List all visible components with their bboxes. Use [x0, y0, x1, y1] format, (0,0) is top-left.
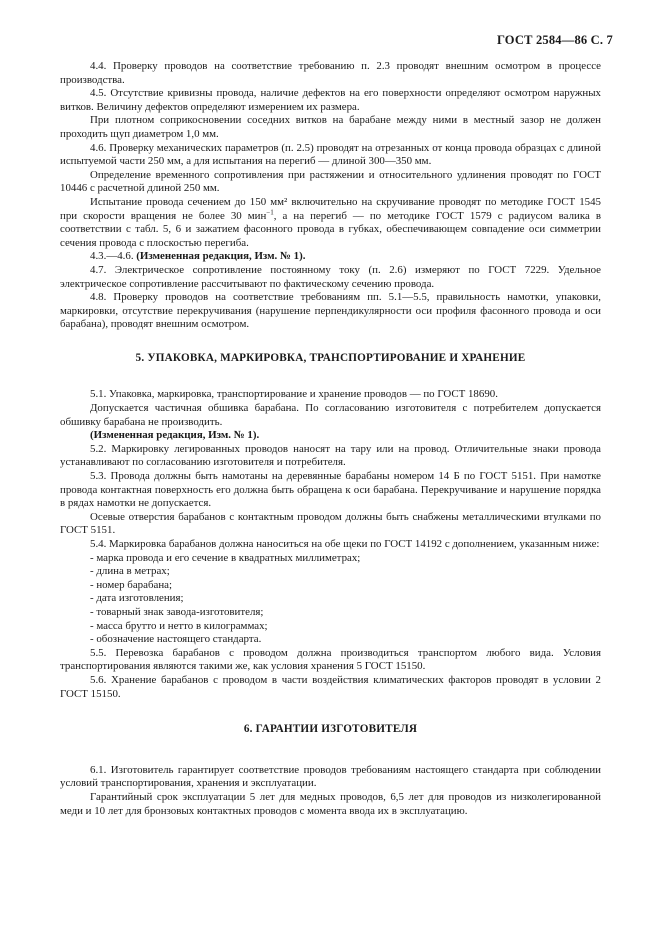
section-6-heading: 6. ГАРАНТИИ ИЗГОТОВИТЕЛЯ [243, 723, 418, 736]
list-item: - обозначение настоящего стандарта. [90, 633, 262, 646]
amendment-note-5 [60, 429, 601, 443]
amendment-label: (Измененная редакция, Изм. № 1). [90, 429, 260, 442]
paragraph-5-3-bushings: Осевые отверстия барабанов с контактным проводом должны быть снабжены металлическими втулками по ГОСТ 5151. [60, 510, 601, 537]
amendment-note-4 [60, 250, 601, 264]
paragraph-5-3: 5.3. Провода должны быть намотаны на деревянные барабаны номером 14 Б по ГОСТ 5151. При намотке провода контактная поверхность его должна быть обращена к оси барабана. Перекручивание и нарушение порядка в рядах намотки не допускается. [60, 470, 601, 510]
page-header: ГОСТ 2584—86 С. 7 [496, 33, 613, 47]
paragraph-6-1-warranty: Гарантийный срок эксплуатации 5 лет для медных проводов, 6,5 лет для проводов из низколегированной меди и 10 лет для бронзовых контактных проводов с момента ввода их в эксплуатацию. [60, 790, 601, 817]
paragraph-5-5: 5.5. Перевозка барабанов с проводом должна производиться транспортом любого вида. Условия транспортирования являются такими же, как условия хранения 5 ГОСТ 15150. [60, 646, 601, 673]
twist-text-end: , а на перегиб — по методике ГОСТ 1579 с радиусом валика в соответствии с табл. 5, 6 и зажатием фасонного провода в губках, обеспечивающем совпадение оси симметрии сечения провода с плоскостью перегиба. [60, 209, 601, 249]
amendment-label: (Измененная редакция, Изм. № 1). [136, 250, 306, 263]
paragraph-4-6: 4.6. Проверку механических параметров (п. 2.5) проводят на отрезанных от конца провода образцах с длиной испытуемой части 250 мм, а для испытания на перегиб — длиной 300—350 мм. [60, 141, 601, 168]
paragraph-5-1-sheathing: Допускается частичная обшивка барабана. По согласованию изготовителя с потребителем допускается обшивку барабана не производить. [60, 402, 601, 428]
paragraph-4-5-gap: При плотном соприкосновении соседних витков на барабане между ними в местный зазор не должен проходить щуп диаметром 1,0 мм. [60, 114, 601, 140]
paragraph-6-1: 6.1. Изготовитель гарантирует соответствие проводов требованиям настоящего стандарта при соблюдении условий транспортирования, хранения и эксплуатации. [60, 763, 601, 790]
paragraph-5-4: 5.4. Маркировка барабанов должна наноситься на обе щеки по ГОСТ 14192 с дополнением, указанным ниже: [90, 538, 600, 550]
paragraph-5-6: 5.6. Хранение барабанов с проводом в части воздействия климатических факторов проводят в условии 2 ГОСТ 15150. [60, 673, 601, 700]
paragraph-4-6-twist [60, 196, 601, 250]
list-item: - товарный знак завода-изготовителя; [90, 605, 264, 618]
section-5-heading: 5. УПАКОВКА, МАРКИРОВКА, ТРАНСПОРТИРОВАНИЕ И ХРАНЕНИЕ [135, 351, 526, 364]
paragraph-4-4: 4.4. Проверку проводов на соответствие требованию п. 2.3 проводят внешним осмотром в процессе производства. [60, 60, 601, 86]
list-item: - дата изготовления; [90, 592, 184, 605]
twist-text-start: Испытание провода сечением до 150 мм² включительно на скручивание проводят по методике ГОСТ 1545 при скорости вращения не более 30 мин [60, 195, 601, 222]
list-item: - масса брутто и нетто в килограммах; [90, 619, 268, 632]
amendment-ref: 4.3.—4.6. [90, 250, 134, 263]
list-item: - марка провода и его сечение в квадратных миллиметрах; [90, 551, 361, 564]
list-item: - номер барабана; [90, 578, 173, 591]
paragraph-4-8: 4.8. Проверку проводов на соответствие требованиям пп. 5.1—5.5, правильность намотки, упаковки, маркировки, отсутствие перекручивания (нарушение перпендикулярности оси профиля фасонного провода и оси барабана), проводят внешним осмотром. [60, 291, 601, 331]
paragraph-5-2: 5.2. Маркировку легированных проводов наносят на тару или на провод. Отличительные знаки провода устанавливают по согласованию изготовителя и потребителя. [60, 442, 601, 469]
paragraph-5-1: 5.1. Упаковка, маркировка, транспортирование и хранение проводов — по ГОСТ 18690. [90, 388, 498, 401]
list-item: - длина в метрах; [90, 565, 170, 578]
paragraph-4-6-tensile: Определение временного сопротивления при растяжении и относительного удлинения проводят по ГОСТ 10446 с расчетной длиной 250 мм. [60, 168, 601, 195]
marking-list [60, 552, 601, 647]
paragraph-4-7: 4.7. Электрическое сопротивление постоянному току (п. 2.6) измеряют по ГОСТ 7229. Удельное электрическое сопротивление рассчитывают по фактическому сечению провода. [60, 263, 601, 290]
exponent: −1 [266, 207, 274, 216]
paragraph-4-5: 4.5. Отсутствие кривизны провода, наличие дефектов на его поверхности определяют осмотром наружных витков. Величину дефектов определяют измерением их размера. [60, 87, 601, 113]
document-body [60, 60, 601, 818]
